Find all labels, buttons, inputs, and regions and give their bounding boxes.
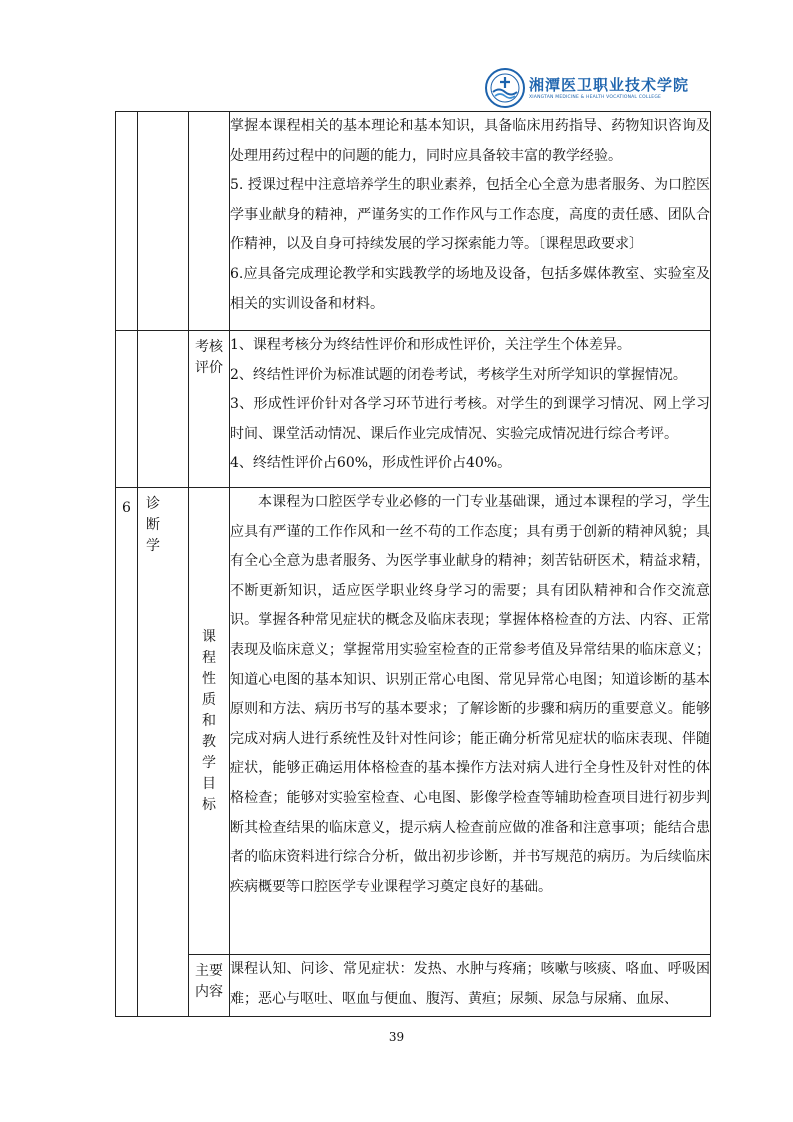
- course-table: [115, 111, 711, 1017]
- course-seq: 6: [122, 500, 131, 516]
- course-name: 诊断学: [146, 496, 176, 554]
- evaluation-para: 4、终结性评价占60%，形成性评价占40%。: [230, 455, 512, 472]
- college-emblem-icon: [485, 68, 525, 108]
- content-text: 课程认知、问诊、常见症状：发热、水肿与疼痛；咳嗽与咳痰、咯血、呼吸困难；恶心与呕吐、呕血与便血、腹泻、黄疸；尿频、尿急与尿痛、血尿、: [230, 961, 710, 1007]
- content-cell: [230, 488, 711, 955]
- content-cell: [230, 331, 711, 488]
- category-cell: [189, 955, 230, 1017]
- page-header: [485, 66, 689, 110]
- category-cell: [189, 488, 230, 955]
- goals-label: 课程性质和教学目标: [201, 628, 216, 813]
- evaluation-label: 考核评价: [194, 339, 223, 376]
- course-name-cell: [138, 331, 189, 488]
- content-cell: [230, 112, 711, 331]
- course-name-cell: [138, 112, 189, 331]
- conditions-para: 6.应具备完成理论教学和实践教学的场地及设备，包括多媒体教室、实验室及相关的实训设备和材料。: [230, 265, 710, 312]
- table-row-goals: [116, 488, 711, 955]
- school-name-en: XIANGTAN MEDICINE & HEALTH VOCATIONAL COLLEGE: [528, 94, 662, 100]
- conditions-para: 5. 授课过程中注意培养学生的职业素养，包括全心全意为患者服务、为口腔医学事业献身的精神，严谨务实的工作作风与工作态度，高度的责任感、团队合作精神，以及自身可持续发展的学习探索能力等。〔课程思政要求〕: [230, 177, 710, 253]
- course-name-cell: [138, 488, 189, 1017]
- content-cell: [230, 955, 711, 1017]
- evaluation-para: 3、形成性评价针对各学习环节进行考核。对学生的到课学习情况、网上学习时间、课堂活动情况、课后作业完成情况、实验完成情况进行综合考评。: [230, 396, 710, 442]
- category-cell: [189, 331, 230, 488]
- page-number: 39: [388, 1030, 405, 1044]
- goals-text: 本课程为口腔医学专业必修的一门专业基础课，通过本课程的学习，学生应具有严谨的工作作风和一丝不苟的工作态度；具有勇于创新的精神风貌；具有全心全意为患者服务、为医学事业献身的精神；刻苦钻研医术，精益求精，不断更新知识，适应医学职业终身学习的需要；具有团队精神和合作交流意识。掌握各种常见症状的概念及临床表现；掌握体格检查的方法、内容、正常表现及临床意义；掌握常用实验室检查的正常参考值及异常结果的临床意义；知道心电图的基本知识、识别正常心电图、常见异常心电图；知道诊断的基本原则和方法、病历书写的基本要求；了解诊断的步骤和病历的重要意义。能够完成对病人进行系统性及针对性问诊；能正确分析常见症状的临床表现、伴随症状，能够正确运用体格检查的基本操作方法对病人进行全身性及针对性的体格检查；能够对实验室检查、心电图、影像学检查等辅助检查项目进行初步判断其检查结果的临床意义，提示病人检查前应做的准备和注意事项；能结合患者的临床资料进行综合分析，做出初步诊断，并书写规范的病历。为后续临床疾病概要等口腔医学专业课程学习奠定良好的基础。: [230, 494, 710, 895]
- content-label: 主要内容: [194, 963, 223, 1000]
- seq-cell: [116, 112, 138, 331]
- category-cell: [189, 112, 230, 331]
- seq-cell: [116, 331, 138, 488]
- evaluation-para: 1、课程考核分为终结性评价和形成性评价，关注学生个体差异。: [230, 337, 631, 353]
- school-name-cn: 湘潭医卫职业技术学院: [528, 75, 689, 94]
- table-row-content: [116, 955, 711, 1017]
- evaluation-para: 2、终结性评价为标准试题的闭卷考试，考核学生对所学知识的掌握情况。: [230, 366, 687, 383]
- seq-cell: [116, 488, 138, 1017]
- table-row-evaluation: [116, 331, 711, 488]
- table-row-conditions: [116, 112, 711, 331]
- conditions-para: 掌握本课程相关的基本理论和基本知识，具备临床用药指导、药物知识咨询及处理用药过程中的问题的能力，同时应具备较丰富的教学经验。: [230, 118, 710, 164]
